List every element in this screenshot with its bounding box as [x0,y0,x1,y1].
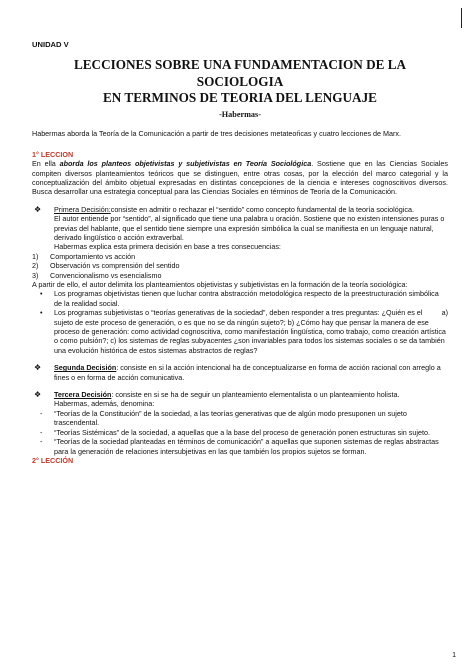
bullet-icon: • [40,289,43,299]
list-item: - “Teorías de la Constitución” de la sociedad, a las teorías generativas que de algún modo presuponen un sujeto trascendental. [40,408,407,428]
tercera-decision-text: : consiste en si se ha de seguir un planteamiento elementalista o un planteamiento holista. [111,390,400,400]
segunda-decision-label: Segunda Decisión [54,363,117,373]
primera-paragraph-4: A partir de ello, el autor delimita los planteamientos objetivistas y subjetivistas en la formación de la teoría sociológica: [32,280,408,289]
primera-paragraph-2: El autor entiende por “sentido”, al significado que tiene una palabra u oración. Sostiene que no existen intensiones puras o previas del hablante, que el sentido tiene siempre una expresión simbólica la cual se manifiesta en un lenguaje natural, derivado lingüístico o acción extraverbal. [54,214,445,242]
primera-decision-label: Primera Decisión: [54,204,111,214]
title-line-1: LECCIONES SOBRE UNA FUNDAMENTACION DE LA SOCIOLOGIA [73,57,407,89]
diamond-icon: ❖ [34,204,42,214]
leccion-1-text-pre: En ella [32,159,60,169]
bullet-icon: • [40,308,43,318]
consequences-list [32,252,448,280]
unit-label: UNIDAD V [32,40,69,49]
list-item: - “Teorías Sistémicas” de la sociedad, a aquellas que a la base del proceso de generación ponen estructuras sin sujeto. [40,427,430,437]
bullet-objetivistas: • Los programas objetivistas tienen que luchar contra abstracción metodológica respecto de la preestructuración simbólica de la realidad social. [40,289,439,308]
segunda-decision [32,363,448,382]
list-item: 2) Observación vs comprensión del sentido [32,261,180,271]
leccion-1-paragraph [32,159,448,197]
leccion-2-heading: 2° LECCIÓN [32,455,74,465]
primera-decision [32,205,448,252]
diamond-icon: ❖ [34,390,42,400]
bullet-subjetivistas: • Los programas subjetivistas o “teorías generativas de la sociedad”, deben responder a tres preguntas: a) ¿Quién es el sujeto de este proceso de generación, o es que no se da ningún sujeto?; b) ¿Cómo hay que pensar la manera de ese proceso de generación: como actividad cognoscitiva, como manifestación lingüística, como trabajo, como creación artística o como pulsión?; c) los sistemas de reglas subyacentes ¿son invariables para todos los sistemas sociales o se da también una evolución histórica de estos sistemas abstractos de reglas? [40,308,448,355]
segunda-decision-text: : consiste en si la acción intencional ha de conceptualizarse en forma de acción racional con arreglo a fines o en forma de acción comunicativa. [54,363,441,382]
margin-mark [461,8,463,28]
title-line-2: EN TERMINOS DE TEORIA DEL LENGUAJE [103,90,377,106]
list-item: 3) Convencionalismo vs esencialismo [32,270,162,280]
leccion-1-text-post: . Sostiene que en las Ciencias Sociales compiten diversos planteamientos teóricos que se distinguen, entre otras cosas, por la elección del marco categorial y la conceptualización del ámbito objetual expresadas en distintas concepciones de la ciencia e intereses cognoscitivos diversos. Busca desarrollar una estrategia conceptual para las Ciencias Sociales en términos de Teoría de la Comunicación. [32,159,448,197]
intro-paragraph: Habermas aborda la Teoría de la Comunicación a partir de tres decisiones metateoŕicas y cuatro lecciones de Marx. [32,129,402,139]
tercera-decision-label: Tercera Decisión [54,390,112,400]
page-number: 1 [452,651,456,659]
primera-paragraph-3: Habermas explica esta primera decisión en base a tres consecuencias: [54,242,281,252]
document-subtitle: -Habermas- [219,109,261,119]
primera-decision-text: consiste en admitir o rechazar el “sentido” como concepto fundamental de la teoría sociológica. [110,204,414,214]
document-title [32,57,448,107]
list-item: 1) Comportamiento vs acción [32,251,136,261]
leccion-1-emphasis: aborda los planteos objetivistas y subjetivistas en Teoría Sociológica [59,159,312,169]
tercera-paragraph-2: Habermas, además, denomina: [54,399,155,409]
leccion-1-heading: 1° LECCION [32,149,74,159]
diamond-icon: ❖ [34,363,42,373]
tercera-decision [32,390,448,409]
list-item: - “Teorías de la sociedad planteadas en términos de comunicación” a aquellas que suponen sistemas de reglas abstractas para la generación de relaciones intersubjetivas en las que también los propios sujetos se forman. [40,437,439,456]
